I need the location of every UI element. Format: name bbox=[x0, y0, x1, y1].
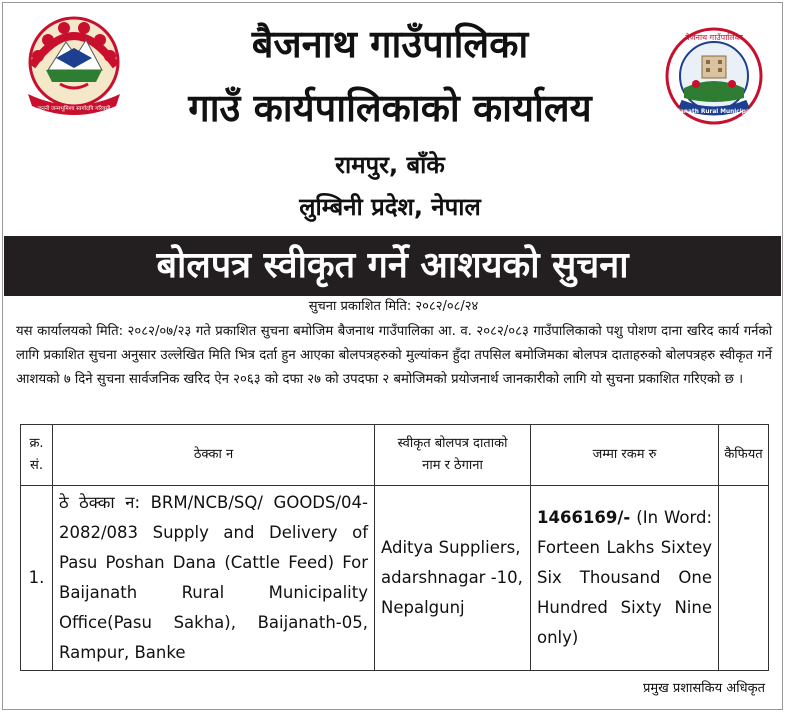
header-bidder-line2: नाम र ठेगाना bbox=[422, 458, 483, 473]
contract-table bbox=[20, 424, 769, 671]
logo-top-text: बैजनाथ गाउँपालिका bbox=[685, 33, 743, 42]
header-remarks: कैफियत bbox=[719, 425, 769, 486]
municipality-title: बैजनाथ गाउँपालिका bbox=[251, 22, 529, 66]
header-contract: ठेक्का न bbox=[53, 425, 375, 486]
table-row bbox=[21, 486, 769, 671]
notice-title-banner: बोलपत्र स्वीकृत गर्ने आशयको सुचना bbox=[4, 236, 781, 296]
header-bidder-line1: स्वीकृत बोलपत्र दाताको bbox=[397, 436, 508, 451]
logo-bottom-text: Baijanath Rural Municipality bbox=[667, 109, 761, 115]
signatory: प्रमुख प्रशासकिय अधिकृत bbox=[642, 681, 765, 696]
amount-value: 1466169/- bbox=[537, 508, 631, 527]
notice-body: यस कार्यालयको मिति: २०८२/०७/२३ गते प्रकाशित सुचना बमोजिम बैजनाथ गाउँपालिका आ. व. २०८२/०८३ गाउँपालिकाको पशु पोशण दाना खरिद कार्य गर्नको लागि प्रकाशित सुचना अनुसार उल्लेखित मिति भित्र दर्ता हुन आएका बोलपत्रहरुको मुल्यांकन हुँदा तपसिल बमोजिमका बोलपत्र दाताहरुको बोलपत्रहरु स्वीकृत गर्ने आशयको ७ दिने सुचना सार्वजनिक खरिद ऐन २०६३ को दफा २७ को उपदफा २ बमोजिमको प्रयोजनार्थ जानकारीको लागि यो सुचना प्रकाशित गरिएको छ । bbox=[16, 324, 772, 387]
row-sn: 1. bbox=[21, 486, 53, 671]
amount-words: (In Word: Forteen Lakhs Sixtey Six Thousand One Hundred Sixty Nine only) bbox=[537, 508, 712, 647]
office-title: गाउँ कार्यपालिकाको कार्यालय bbox=[188, 86, 592, 130]
nepal-emblem-icon bbox=[18, 12, 130, 124]
published-date: सुचना प्रकाशित मिति: २०८२/०८/२४ bbox=[308, 299, 479, 314]
row-bidder: Aditya Suppliers, adarshnagar -10, Nepalgunj bbox=[375, 486, 531, 671]
emblem-caption: जननी जन्मभूमिश्च स्वर्गादपि गरियसी bbox=[37, 106, 111, 112]
header-sn-line1: क्र. bbox=[29, 436, 44, 451]
header-sn-line2: सं. bbox=[30, 458, 43, 473]
address-line-2: लुम्बिनी प्रदेश, नेपाल bbox=[299, 193, 481, 221]
row-remarks bbox=[719, 486, 769, 671]
header-amount: जम्मा रकम रु bbox=[531, 425, 719, 486]
address-line-1: रामपुर, बाँके bbox=[335, 151, 445, 179]
municipality-logo-icon bbox=[664, 26, 764, 126]
row-contract: ठे ठेक्का न: BRM/NCB/SQ/ GOODS/04-2082/083 Supply and Delivery of Pasu Poshan Dana (Cattle Feed) For Baijanath Rural Municipality Office(Pasu Sakha), Baijanath-05, Rampur, Banke bbox=[53, 486, 375, 671]
row-amount bbox=[531, 486, 719, 671]
table-header-row bbox=[21, 425, 769, 486]
header-bidder bbox=[375, 425, 531, 486]
header-sn bbox=[21, 425, 53, 486]
